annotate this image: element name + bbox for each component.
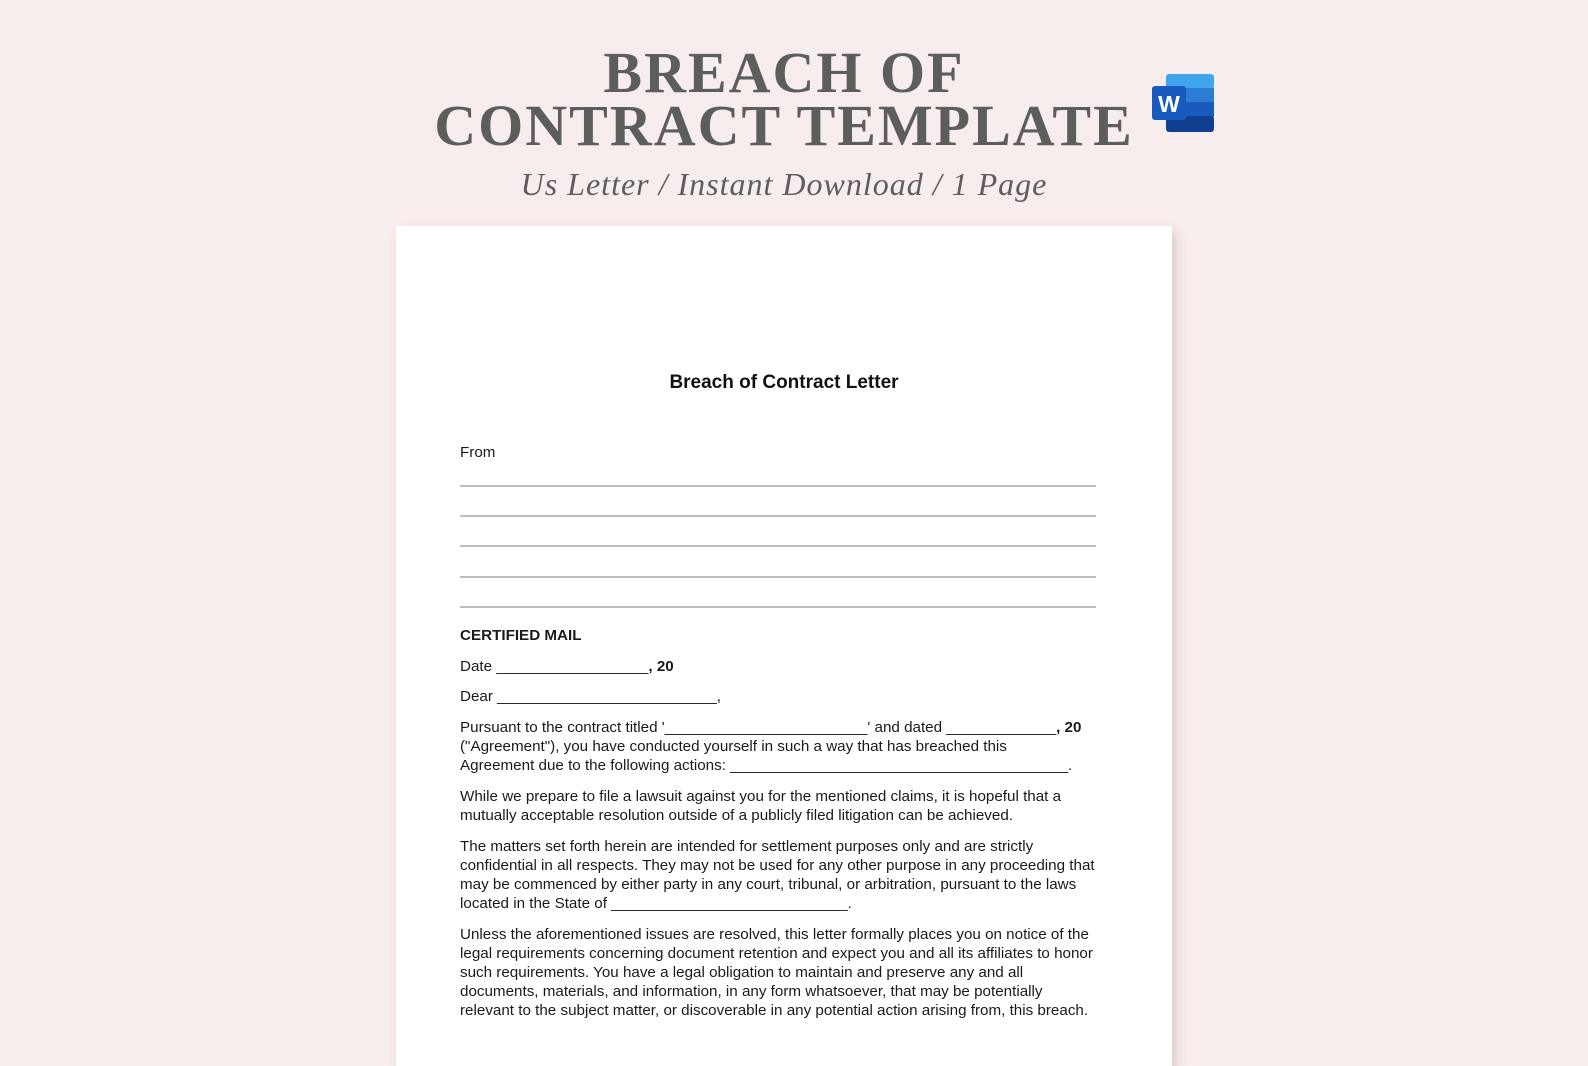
microsoft-word-icon	[1152, 73, 1216, 133]
paragraph-agreement-line-1	[460, 718, 1100, 737]
salutation-label: Dear	[460, 688, 493, 705]
from-line-2[interactable]	[460, 515, 1096, 517]
paragraph-document-retention: Unless the aforementioned issues are resolved, this letter formally places you on notice of the legal requirements concerning document retention and expect you and all its affiliates to honor such requirements. You have a legal obligation to maintain and preserve any and all documents, materials, and information, in any form whatsoever, that may be potentially relevant to the subject matter, or discoverable in any potential action arising from, this breach.	[460, 926, 1093, 1019]
salutation-line	[460, 687, 1100, 706]
from-label: From	[460, 444, 496, 461]
agreement-year-prefix: , 20	[1056, 719, 1082, 736]
date-label: Date	[460, 658, 493, 675]
paragraph-agreement-line-3: Agreement due to the following actions: ________________________________________.	[460, 757, 1073, 774]
from-line-4[interactable]	[460, 576, 1096, 578]
hero-banner	[0, 0, 1588, 225]
hero-title	[394, 40, 1174, 158]
recipient-blank[interactable]: __________________________,	[497, 688, 721, 705]
certified-mail-label: CERTIFIED MAIL	[460, 627, 582, 644]
paragraph-agreement-line-2: ("Agreement"), you have conducted yourself in such a way that has breached this	[460, 738, 1007, 755]
document-title: Breach of Contract Letter	[669, 372, 899, 393]
from-line-1[interactable]	[460, 485, 1096, 487]
hero-subtitle: Us Letter / Instant Download / 1 Page	[520, 166, 1048, 202]
agreement-title-and-date-text: Pursuant to the contract titled '________________________' and dated _____________	[460, 719, 1057, 736]
date-line	[460, 657, 1100, 676]
document-page	[396, 226, 1172, 1066]
paragraph-lawsuit: While we prepare to file a lawsuit against you for the mentioned claims, it is hopeful that a mutually acceptable resolution outside of a publicly filed litigation can be achieved.	[460, 788, 1062, 824]
from-line-3[interactable]	[460, 545, 1096, 547]
from-line-5[interactable]	[460, 606, 1096, 608]
hero-title-line-1: BREACH OF	[603, 40, 965, 105]
hero-title-line-2: CONTRACT TEMPLATE	[434, 93, 1134, 158]
paragraph-confidentiality: The matters set forth herein are intended for settlement purposes only and are strictly confidential in all respects. They may not be used for any other purpose in any proceeding that may be commenced by either party in any court, tribunal, or arbitration, pursuant to the laws located in the State of ____________________________.	[460, 838, 1095, 912]
date-year-prefix: , 20	[648, 658, 674, 675]
word-icon-letter: W	[1158, 91, 1180, 117]
date-blank[interactable]: __________________	[496, 658, 649, 675]
